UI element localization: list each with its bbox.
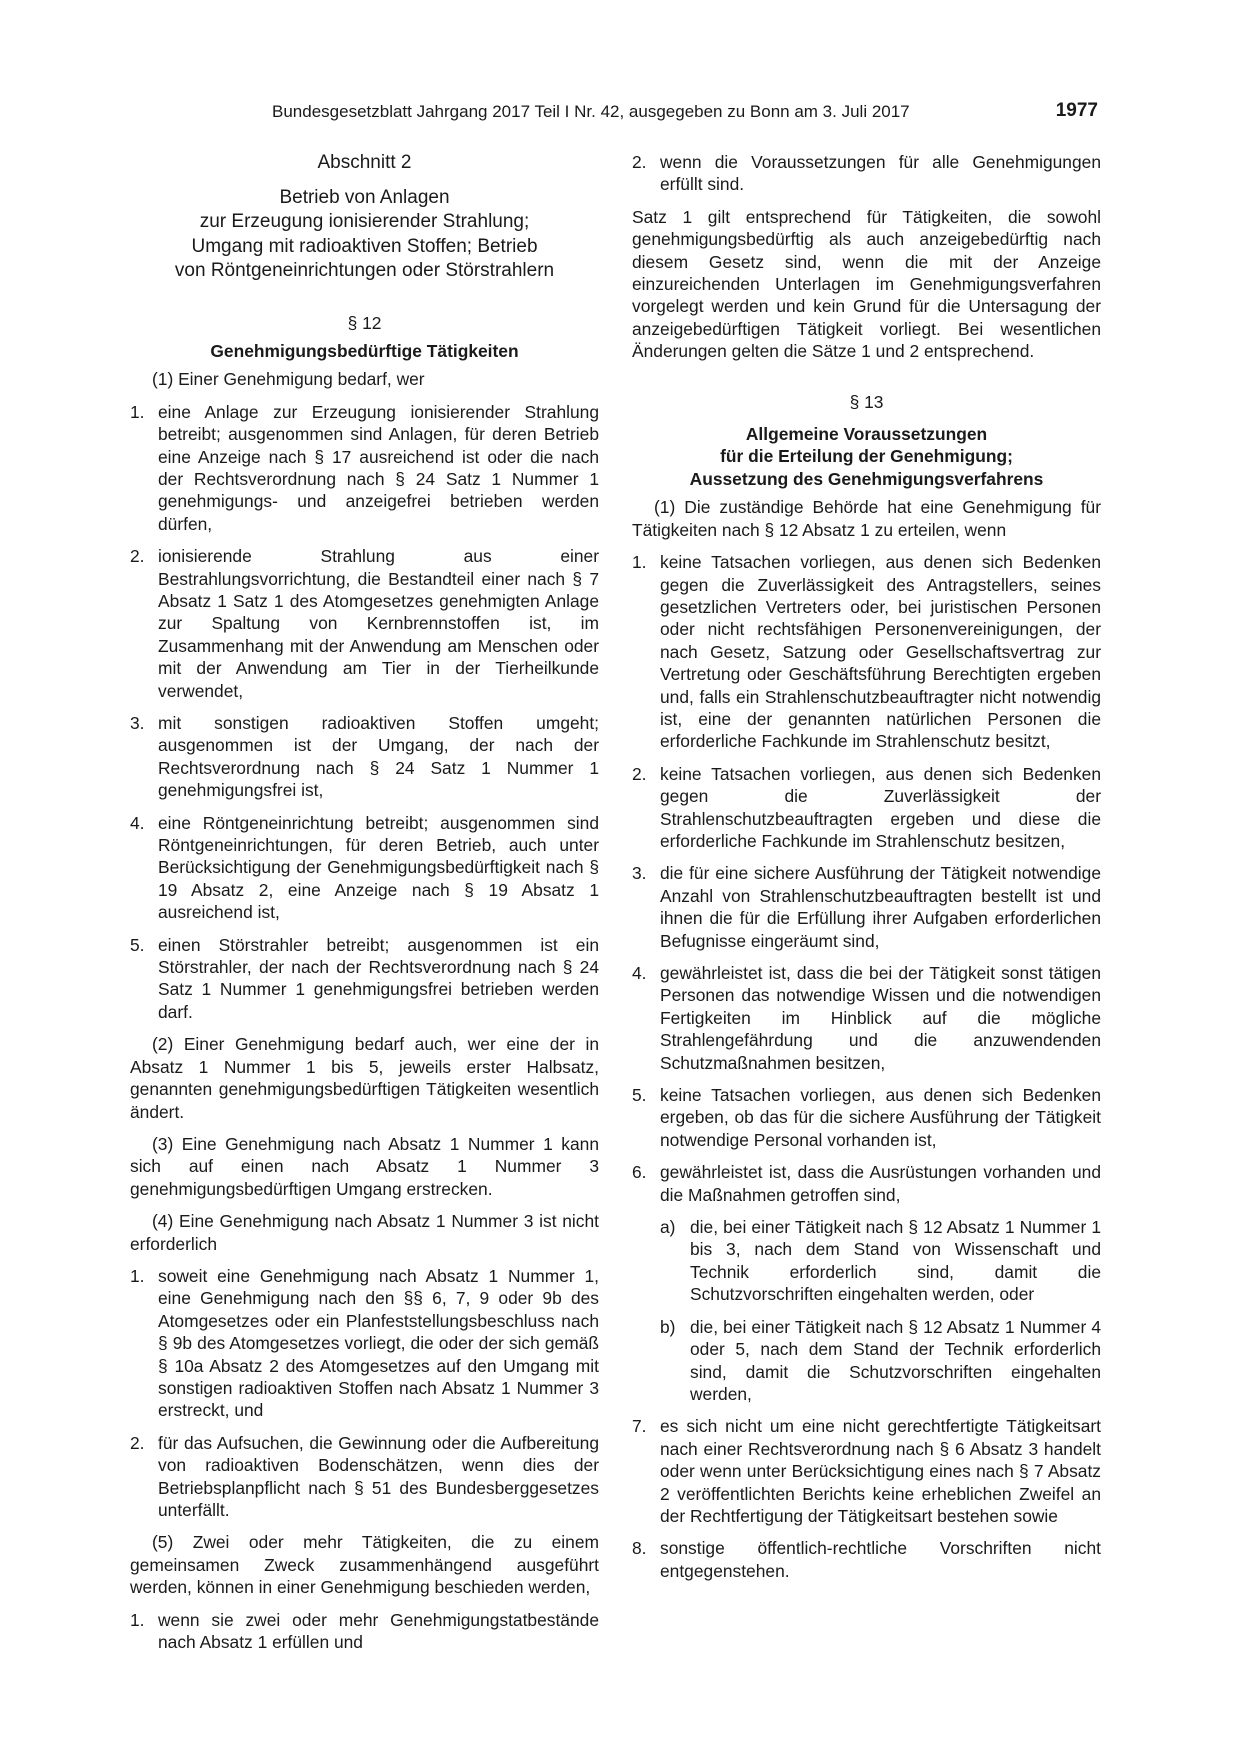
paragraph-title-line: für die Erteilung der Genehmigung; [720, 446, 1013, 467]
item-text: ionisierende Strahlung aus einer Bestrahlungsvorrichtung, die Bestandteil einer nach § 7 Absatz 1 Satz 1 des Atomgesetzes genehmigten Anlage zur Spaltung von Kernbrennstoffen ist, im Zusammenhang mit der Anwendung am Menschen oder mit der Anwendung am Tier in der Tierheilkunde verwendet, [158, 546, 599, 701]
item-text: keine Tatsachen vorliegen, aus denen sich Bedenken gegen die Zuverlässigkeit der Strahlenschutzbeauftragten ergeben und diese die erforderliche Fachkunde im Strahlenschutz besitzen, [660, 763, 1101, 851]
list-item [632, 151, 1101, 196]
item-text: die für eine sichere Ausführung der Tätigkeit notwendige Anzahl von Strahlenschutzbeauftragten bestellt ist und ihnen die für die Erfüllung ihrer Aufgaben erforderlichen Befugnisse eingeräumt sind, [660, 863, 1101, 951]
section-label: Abschnitt 2 [317, 152, 412, 173]
item-text: für das Aufsuchen, die Gewinnung oder die Aufbereitung von radioaktiven Bodenschätzen, wenn dies der Betriebsplanpflicht nach § 51 des Bundesberggesetzes unterfällt. [158, 1432, 599, 1520]
absatz-5-tail: Satz 1 gilt entsprechend für Tätigkeiten, die sowohl genehmigungsbedürftig als auch anzeigebedürftig nach diesem Gesetz sind, wenn die mit der Anzeige einzureichenden Unterlagen im Genehmigungsverfahren vorgelegt werden und kein Grund für die Untersagung der anzeigebedürftigen Tätigkeit vorliegt. Bei wesentlichen Änderungen gelten die Sätze 1 und 2 entsprechend. [632, 206, 1101, 362]
list-item [632, 1415, 1101, 1527]
item-number: 3. [130, 713, 145, 733]
list-item [130, 545, 599, 702]
paragraph-title-line: Allgemeine Voraussetzungen [745, 424, 988, 445]
section-title-line: von Röntgeneinrichtungen oder Störstrahlern [174, 260, 555, 281]
item-text: soweit eine Genehmigung nach Absatz 1 Nummer 1, eine Genehmigung nach den §§ 6, 7, 9 oder 9b des Atomgesetzes oder ein Planfeststellungsbeschluss nach § 9b des Atomgesetzes vorliegt, die oder der sich gemäß § 10a Absatz 2 des Atomgesetzes auf den Umgang mit sonstigen radioaktiven Stoffen nach Absatz 1 Nummer 3 erstreckt, und [158, 1265, 599, 1421]
item-number: 2. [130, 546, 145, 567]
item-text: einen Störstrahler betreibt; ausgenommen ist ein Störstrahler, der nach der Rechtsverordnung nach § 24 Satz 1 Nummer 1 genehmigungsfrei betrieben werden darf. [158, 934, 599, 1022]
paragraph-title-line: Aussetzung des Genehmigungsverfahrens [689, 468, 1044, 489]
list-item [632, 1084, 1101, 1151]
item-text: sonstige öffentlich-rechtliche Vorschriften nicht entgegenstehen. [660, 1538, 1101, 1581]
absatz-3: (3) Eine Genehmigung nach Absatz 1 Nummer 1 kann sich auf einen nach Absatz 1 Nummer 3 genehmigungsbedürftigen Umgang erstrecken. [130, 1133, 599, 1199]
list-item [130, 1432, 599, 1522]
absatz-2: (2) Einer Genehmigung bedarf auch, wer eine der in Absatz 1 Nummer 1 bis 5, jeweils erster Halbsatz, genannten genehmigungsbedürftigen Tätigkeiten wesentlich ändert. [130, 1034, 599, 1122]
list-item [130, 401, 599, 535]
item-number: 1. [130, 1609, 145, 1630]
section-title-line: Umgang mit radioaktiven Stoffen; Betrieb [191, 235, 538, 257]
item-number: 5. [130, 934, 145, 955]
list-item [130, 712, 599, 802]
item-text: eine Anlage zur Erzeugung ionisierender Strahlung betreibt; ausgenommen sind Anlagen, für deren Betrieb eine Anzeige nach § 17 ausreichend ist oder die nach der Rechtsverordnung nach § 24 Satz 1 Nummer 1 genehmigungs- und anzeigefrei betrieben werden dürfen, [158, 401, 599, 534]
paragraph-number: § 13 [849, 391, 884, 412]
sub-item [632, 1316, 1101, 1406]
item-text: wenn sie zwei oder mehr Genehmigungstatbestände nach Absatz 1 erfüllen und [158, 1609, 599, 1653]
item-number: 2. [632, 763, 647, 784]
list-item [632, 551, 1101, 753]
item-number: 6. [632, 1162, 647, 1183]
item-number: 2. [130, 1432, 145, 1453]
list-item [632, 1537, 1101, 1582]
item-number: 4. [130, 812, 145, 833]
list-item [130, 934, 599, 1024]
item-text: eine Röntgeneinrichtung betreibt; ausgenommen sind Röntgeneinrichtungen, für deren Betrieb, auch unter Berücksichtigung der Genehmigungsbedürftigkeit nach § 19 Absatz 2, eine Anzeige nach § 19 Absatz 1 ausreichend ist, [158, 812, 599, 923]
item-number: 5. [632, 1085, 647, 1106]
list-item [632, 862, 1101, 952]
running-header [0, 100, 1241, 126]
item-text: mit sonstigen radioaktiven Stoffen umgeht; ausgenommen ist der Umgang, der nach der Rechtsverordnung nach § 24 Satz 1 Nummer 1 genehmigungsfrei ist, [158, 713, 599, 801]
absatz-4-intro: (4) Eine Genehmigung nach Absatz 1 Nummer 3 ist nicht erforderlich [130, 1211, 599, 1254]
item-text: keine Tatsachen vorliegen, aus denen sich Bedenken gegen die Zuverlässigkeit des Antragstellers, seines gesetzlichen Vertreters oder, bei juristischen Personen oder nicht rechtsfähigen Personenvereinigungen, der nach Gesetz, Satzung oder Gesellschaftsvertrag zur Vertretung oder Geschäftsführung Berechtigten ergeben und, falls ein Strahlenschutzbeauftragter nicht notwendig ist, eine der genannten natürlichen Personen die erforderliche Fachkunde im Strahlenschutz besitzt, [660, 552, 1101, 752]
absatz-1-intro: (1) Einer Genehmigung bedarf, wer [152, 369, 425, 390]
absatz-1-intro: (1) Die zuständige Behörde hat eine Genehmigung für Tätigkeiten nach § 12 Absatz 1 zu erteilen, wenn [632, 497, 1101, 540]
item-number: 1. [632, 552, 647, 573]
paragraph-title: Genehmigungsbedürftige Tätigkeiten [210, 340, 519, 361]
item-text: gewährleistet ist, dass die bei der Tätigkeit sonst tätigen Personen das notwendige Wissen und die notwendigen Fertigkeiten im Hinblick auf die mögliche Strahlengefährdung und die anzuwendenden Schutzmaßnahmen besitzen, [660, 963, 1101, 1073]
item-text: wenn die Voraussetzungen für alle Genehmigungen erfüllt sind. [660, 152, 1101, 195]
item-number: 1. [130, 401, 145, 422]
sub-item-text: die, bei einer Tätigkeit nach § 12 Absatz 1 Nummer 1 bis 3, nach dem Stand von Wissenschaft und Technik erforderlich sind, damit die Schutzvorschriften eingehalten werden, oder [690, 1217, 1101, 1305]
left-column [130, 151, 599, 1653]
running-title: Bundesgesetzblatt Jahrgang 2017 Teil I Nr. 42, ausgegeben zu Bonn am 3. Juli 2017 [272, 102, 910, 121]
section-title-line: zur Erzeugung ionisierender Strahlung; [199, 211, 530, 232]
section-title [130, 186, 599, 284]
list-item [130, 1265, 599, 1422]
list-item [632, 1161, 1101, 1206]
section-title-line: Betrieb von Anlagen [279, 186, 450, 208]
paragraph-number: § 12 [347, 312, 382, 333]
right-column [632, 151, 1101, 1582]
item-text: es sich nicht um eine nicht gerechtfertigte Tätigkeitsart nach einer Rechtsverordnung nach § 6 Absatz 3 handelt oder wenn unter Berücksichtigung eines nach § 7 Absatz 2 veröffentlichten Berichts keine erheblichen Zweifel an der Rechtfertigung der Tätigkeitsart bestehen sowie [660, 1416, 1101, 1526]
absatz-5-intro: (5) Zwei oder mehr Tätigkeiten, die zu einem gemeinsamen Zweck zusammenhängend ausgeführt werden, können in einer Genehmigung beschieden werden, [130, 1532, 599, 1598]
paragraph-title [632, 423, 1101, 490]
sub-item [632, 1216, 1101, 1306]
item-text: gewährleistet ist, dass die Ausrüstungen vorhanden und die Maßnahmen getroffen sind, [660, 1162, 1101, 1205]
list-item [632, 763, 1101, 853]
list-item [130, 1609, 599, 1654]
item-text: keine Tatsachen vorliegen, aus denen sich Bedenken ergeben, ob das für die sichere Ausführung der Tätigkeit notwendige Personal vorhanden ist, [660, 1085, 1101, 1150]
item-number: 2. [632, 152, 647, 172]
page-number: 1977 [1055, 100, 1098, 121]
sub-item-letter: a) [660, 1217, 676, 1238]
item-number: 3. [632, 863, 647, 884]
list-item [130, 812, 599, 924]
item-number: 7. [632, 1416, 647, 1437]
item-number: 8. [632, 1538, 647, 1559]
item-number: 4. [632, 963, 647, 983]
list-item [632, 962, 1101, 1074]
sub-item-text: die, bei einer Tätigkeit nach § 12 Absatz 1 Nummer 4 oder 5, nach dem Stand der Technik erforderlich sind, damit die Schutzvorschriften eingehalten werden, [690, 1316, 1101, 1404]
item-number: 1. [130, 1265, 145, 1286]
sub-item-letter: b) [660, 1316, 676, 1337]
